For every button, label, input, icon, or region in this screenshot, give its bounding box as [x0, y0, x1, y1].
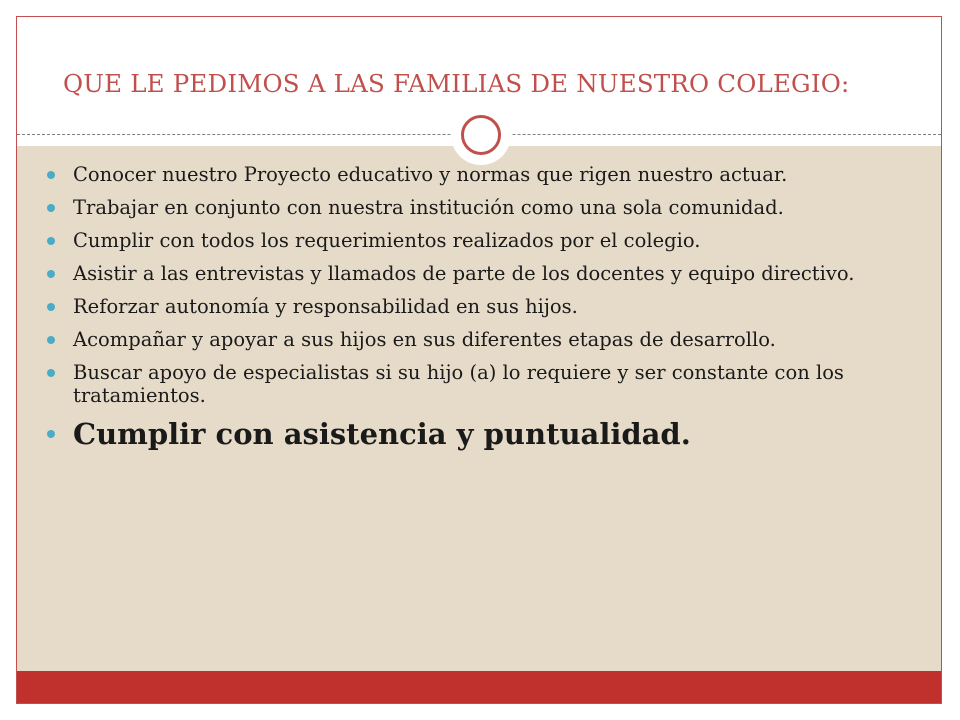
list-item-emphasis	[47, 417, 907, 451]
list-item	[47, 229, 907, 252]
circle-icon	[461, 115, 501, 155]
bullet-text: Cumplir con asistencia y puntualidad.	[73, 417, 691, 451]
list-item	[47, 361, 907, 407]
bullet-dot-icon	[47, 430, 55, 438]
bullet-text: Reforzar autonomía y responsabilidad en sus hijos.	[73, 295, 578, 318]
list-item	[47, 295, 907, 318]
bullet-text: Cumplir con todos los requerimientos realizados por el colegio.	[73, 229, 701, 252]
bullet-dot-icon	[47, 303, 55, 311]
bullet-text: Conocer nuestro Proyecto educativo y normas que rigen nuestro actuar.	[73, 163, 788, 186]
bullet-dot-icon	[47, 237, 55, 245]
bullet-dot-icon	[47, 171, 55, 179]
bullet-list	[47, 163, 907, 461]
bullet-dot-icon	[47, 369, 55, 377]
list-item	[47, 328, 907, 351]
bullet-text: Asistir a las entrevistas y llamados de parte de los docentes y equipo directivo.	[73, 262, 855, 285]
bullet-dot-icon	[47, 336, 55, 344]
bullet-text: Acompañar y apoyar a sus hijos en sus diferentes etapas de desarrollo.	[73, 328, 776, 351]
list-item	[47, 196, 907, 219]
bottom-bar	[17, 671, 941, 703]
slide	[16, 16, 942, 704]
slide-title: QUE LE PEDIMOS A LAS FAMILIAS DE NUESTRO COLEGIO:	[63, 69, 850, 98]
bullet-dot-icon	[47, 204, 55, 212]
list-item	[47, 163, 907, 186]
list-item	[47, 262, 907, 285]
bullet-text: Trabajar en conjunto con nuestra institución como una sola comunidad.	[73, 196, 784, 219]
bullet-dot-icon	[47, 270, 55, 278]
bullet-text: Buscar apoyo de especialistas si su hijo (a) lo requiere y ser constante con los tratamientos.	[73, 361, 844, 407]
